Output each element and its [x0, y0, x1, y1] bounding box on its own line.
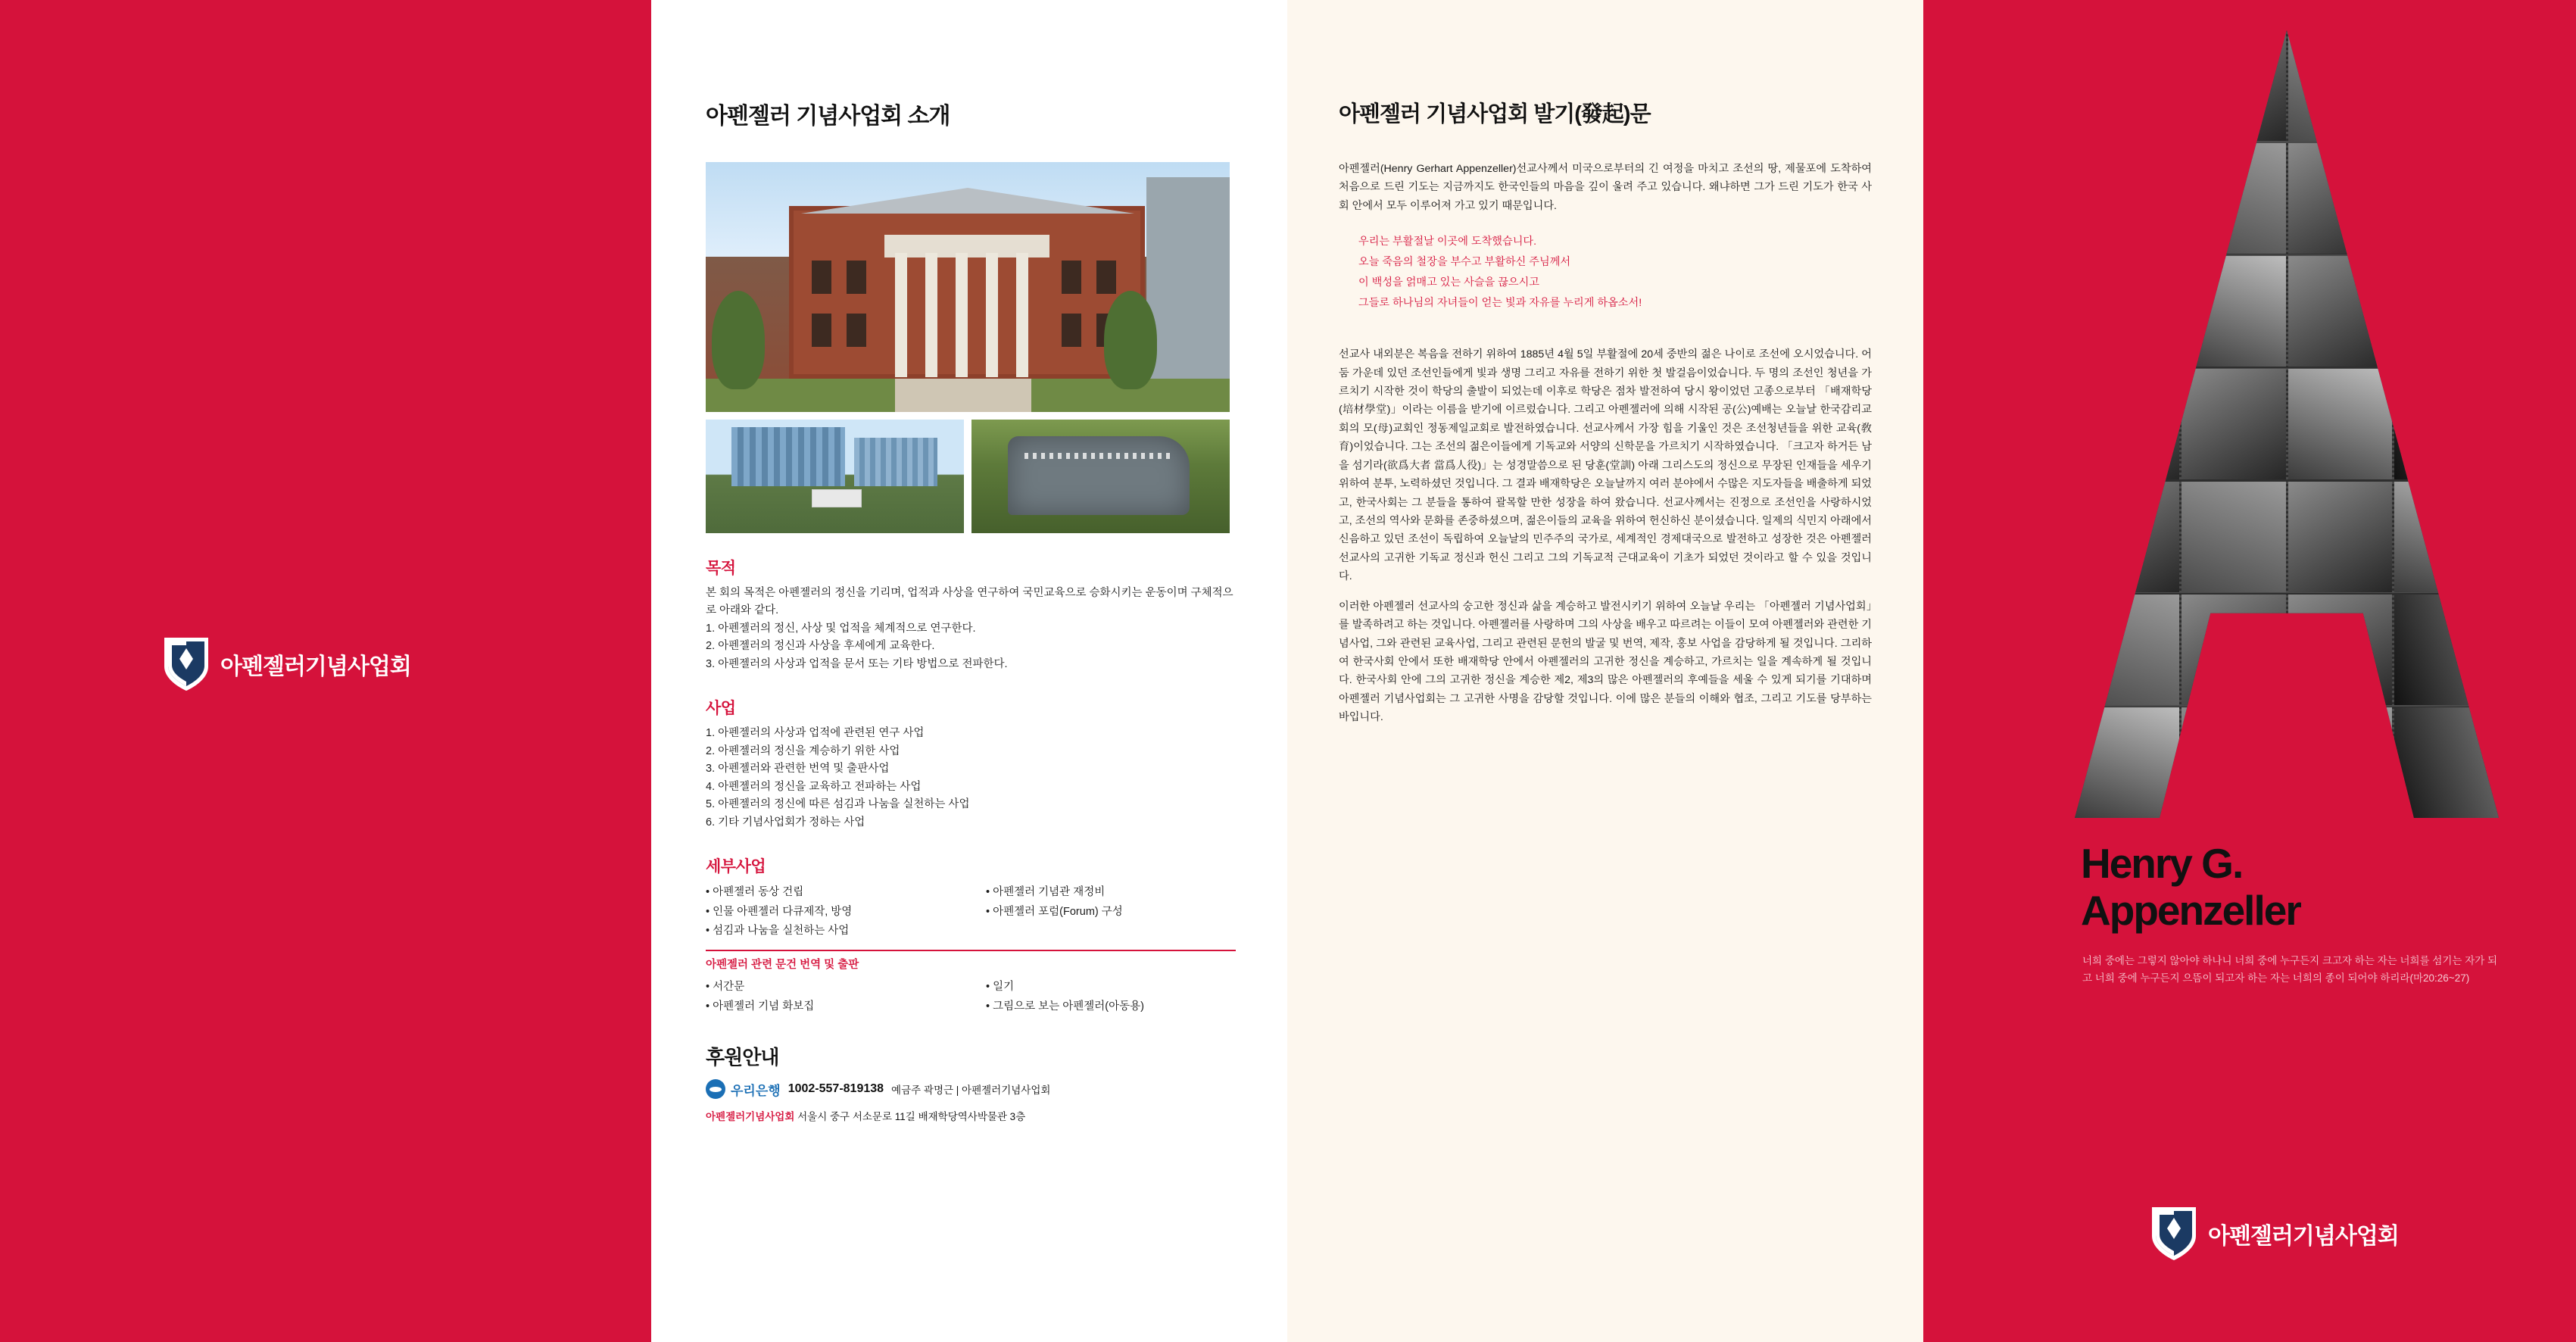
- purpose-item: 2. 아펜젤러의 정신과 사상을 후세에게 교육한다.: [706, 640, 935, 653]
- project-item: 4. 아펜젤러의 정신을 교육하고 전파하는 사업: [706, 780, 922, 793]
- list-item: • 일기: [986, 978, 1228, 997]
- project-item: 6. 기타 기념사업회가 정하는 사업: [706, 816, 865, 829]
- support-heading: 후원안내: [706, 1046, 779, 1069]
- project-item: 5. 아펜젤러의 정신에 따른 섬김과 나눔을 실천하는 사업: [706, 798, 970, 811]
- list-item: • 섬김과 나눔을 실천하는 사업: [706, 922, 966, 941]
- org-address: 서울시 중구 서소문로 11길 배재학당역사박물관 3층: [797, 1111, 1026, 1123]
- project-item: 2. 아펜젤러의 정신을 계승하기 위한 사업: [706, 744, 900, 757]
- prayer-quote: [1358, 232, 1872, 314]
- letter-a-photo-mosaic: [2075, 30, 2499, 818]
- pai-chai-hall-photo: [706, 162, 1230, 412]
- list-item: • 아펜젤러 기념 화보집: [706, 997, 966, 1016]
- bank-name: 우리은행: [731, 1083, 781, 1098]
- list-item: • 아펜젤러 동상 건립: [706, 883, 966, 902]
- manifesto-paragraph: 아펜젤러(Henry Gerhart Appenzeller)선교사께서 미국으로부터의 긴 여정을 마치고 조선의 땅, 제물포에 도착하여 처음으로 드린 기도는 지금까지도 한국인들의 마음을 깊이 울려 주고 있습니다. 왜냐하면 그가 드린 기도가 한국 사회 안에서 모두 이루어져 가고 있기 때문입니다.: [1339, 163, 1872, 212]
- manifesto-paragraph: 선교사 내외분은 복음을 전하기 위하여 1885년 4월 5일 부활절에 20세 중반의 젊은 나이로 조선에 오시었습니다. 어둠 가운데 있던 조선인들에게 빛과 생명 그리고 자유를 전하기 위한 첫 발걸음이었습니다. 두 명의 조선인 청년을 가르치기 시작한 것이 학당의 출발이 되었는데 이후로 학당은 점차 발전하여 당시 왕이었던 고종으로부터 「배재학당(培材學堂)」이라는 이름을 받기에 이르렀습니다. 그리고 아펜젤러에 의해 시작된 공(公)예배는 오늘날 한국감리교회의 모(母)교회인 정동제일교회로 발전하였습니다. 선교사께서 가장 힘을 기울인 것은 조선청년들을 위한 교육(敎育)이었습니다. 그는 조선의 젊은이들에게 기독교와 서양의 신학문을 가르치기 시작하였습니다. 「크고자 하거든 남을 섬기라(欲爲大者 當爲人役)」는 성경말씀으로 된 당훈(堂訓) 아래 그리스도의 정신으로 무장된 인재들을 세우기 위하여 분투, 노력하셨던 것입니다. 그 결과 배재학당은 오늘날까지 여러 분야에서 수많은 지도자들을 배출하게 되었고, 한국사회는 그 분들을 통하여 괄목할 만한 성장을 하여 왔습니다. 선교사께서는 진정으로 조선인을 사랑하시었고, 조선의 역사와 문화를 존중하셨으며, 젊은이들의 교육을 위하여 헌신하신 분이셨습니다. 일제의 식민지 아래에서 신음하고 있던 조선이 독립하여 오늘날의 민주주의 국가로, 세계적인 경제대국으로 발전하고 성장한 것은 아펜젤러 선교사의 고귀한 기독교 정신과 헌신 그리고 그의 기독교적 근대교육이 기초가 되었던 것이라고 할 수 있을 것입니다.: [1339, 348, 1872, 583]
- name-line-first: Henry G.: [2081, 840, 2243, 887]
- support-section: [706, 1042, 1236, 1123]
- organization-logo: [163, 636, 411, 692]
- project-item: 3. 아펜젤러와 관련한 번역 및 출판사업: [706, 763, 890, 776]
- panel-manifesto: [1287, 0, 1923, 1342]
- intro-title: 아펜젤러 기념사업회 소개: [706, 104, 950, 129]
- quote-line: 그들로 하나님의 자녀들이 얻는 빛과 자유를 누리게 하옵소서!: [1358, 297, 1642, 310]
- panel-back-cover: [0, 0, 651, 1342]
- list-item: • 아펜젤러 포럼(Forum) 구성: [986, 903, 1228, 922]
- projects-heading: 사업: [706, 700, 736, 718]
- woori-bank-icon: [706, 1079, 725, 1099]
- publication-heading: 아펜젤러 관련 문건 번역 및 출판: [706, 959, 859, 972]
- purpose-section: [706, 556, 1236, 673]
- organization-name: 아펜젤러기념사업회: [2208, 1224, 2399, 1249]
- list-item: • 아펜젤러 기념관 재정비: [986, 883, 1228, 902]
- manifesto-title: 아펜젤러 기념사업회 발기(發起)문: [1339, 102, 1651, 126]
- purpose-intro: 본 회의 목적은 아펜젤러의 정신을 기리며, 업적과 사상을 연구하여 국민교육으로 승화시키는 운동이며 구체적으로 아래와 같다.: [706, 587, 1233, 617]
- purpose-heading: 목적: [706, 560, 736, 577]
- detail-projects-heading: 세부사업: [706, 858, 766, 876]
- panel-front-cover: [1923, 0, 2576, 1342]
- detail-projects-section: [706, 854, 1236, 1016]
- purpose-item: 1. 아펜젤러의 정신, 사상 및 업적을 체계적으로 연구한다.: [706, 622, 976, 635]
- name-line-last: Appenzeller: [2081, 886, 2300, 934]
- cover-name: [2081, 841, 2565, 934]
- account-owner: 예금주 곽명근 | 아펜젤러기념사업회: [891, 1085, 1051, 1097]
- publication-subsection: [706, 950, 1236, 1016]
- purpose-item: 3. 아펜젤러의 사상과 업적을 문서 또는 기타 방법으로 전파한다.: [706, 657, 1008, 670]
- list-item: • 그림으로 보는 아펜젤러(아동용): [986, 997, 1228, 1016]
- appenzeller-shield-crest-icon: [2150, 1206, 2197, 1262]
- quote-line: 이 백성을 얽매고 있는 사슬을 끊으시고: [1358, 276, 1539, 289]
- organization-name: 아펜젤러기념사업회: [220, 654, 411, 679]
- organization-logo-cover: [2150, 1206, 2399, 1262]
- bank-logo: [706, 1079, 781, 1099]
- panel-introduction: [651, 0, 1287, 1342]
- org-name: 아펜젤러기념사업회: [706, 1111, 795, 1123]
- project-item: 1. 아펜젤러의 사상과 업적에 관련된 연구 사업: [706, 727, 925, 740]
- quote-line: 우리는 부활절날 이곳에 도착했습니다.: [1358, 236, 1537, 248]
- list-item: • 인물 아펜젤러 다큐제작, 방영: [706, 903, 966, 922]
- appenzeller-shield-crest-icon: [163, 636, 210, 692]
- modern-building-photo: [706, 420, 964, 533]
- manifesto-paragraph: 이러한 아펜젤러 선교사의 숭고한 정신과 삶을 계승하고 발전시키기 위하여 오늘날 우리는 「아펜젤러 기념사업회」를 발족하려고 하는 것입니다. 아펜젤러를 사랑하며 그의 사상을 배우고 따르려는 이들이 모여 아펜젤러와 관련한 기념사업, 그와 관련된 교육사업, 그리고 관련된 문헌의 발굴 및 번역, 제작, 홍보 사업을 감당하게 될 것입니다. 그리하여 한국사회 안에서 또한 배재학당 안에서 아펜젤러의 고귀한 정신을 계승하고, 가르치는 일을 계속하게 될 것입니다. 한국사회 안에 그의 고귀한 정신을 계승한 제2, 제3의 많은 아펜젤러의 후예들을 세울 수 있게 되기를 기대하며 아펜젤러 기념사업회는 그 고귀한 사명을 감당할 것입니다. 이에 많은 분들의 이해와 협조, 그리고 기도를 당부하는 바입니다.: [1339, 600, 1872, 724]
- list-item: • 서간문: [706, 978, 966, 997]
- projects-section: [706, 696, 1236, 832]
- bible-verse: 너희 중에는 그렇지 않아야 하나니 너희 중에 누구든지 크고자 하는 자는 너희를 섬기는 자가 되고 너희 중에 누구든지 으뜸이 되고자 하는 자는 너희의 종이 되어야 하리라(마20:26~27): [2082, 955, 2498, 984]
- account-number: 1002-557-819138: [787, 1082, 884, 1096]
- quote-line: 오늘 죽음의 철장을 부수고 부활하신 주님께서: [1358, 256, 1571, 269]
- memorial-stone-photo: [971, 420, 1230, 533]
